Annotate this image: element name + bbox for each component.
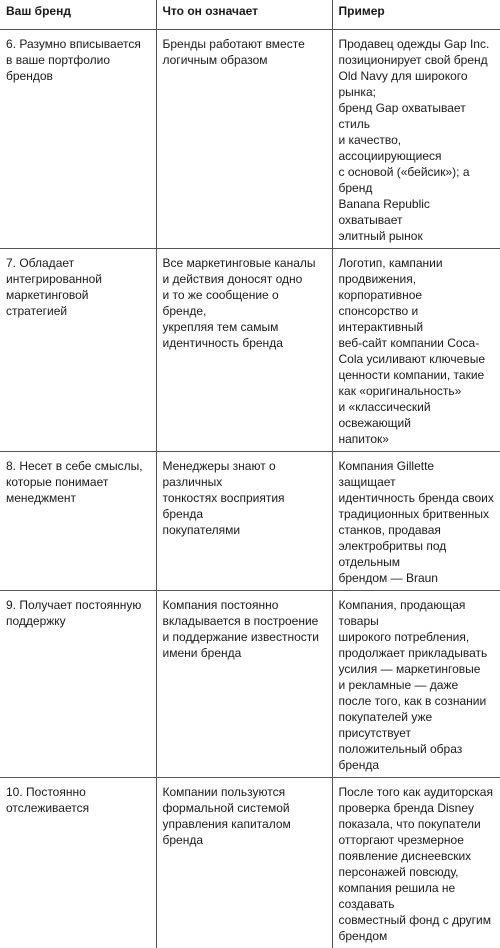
meaning-text: Компания постоянно вкладывается в построение и поддержание известности имени бренда xyxy=(163,597,326,661)
table-row xyxy=(0,778,500,948)
cell-meaning xyxy=(156,452,332,591)
cell-brand xyxy=(0,452,156,591)
cell-meaning xyxy=(156,249,332,452)
table-row xyxy=(0,249,500,452)
meaning-text: Менеджеры знают о различных тонкостях восприятия бренда покупателями xyxy=(163,458,326,538)
example-text: После того как аудиторская проверка бренда Disney показала, что покупатели отторгают чрезмерное появление диснеевских персонажей повсюду, компания решила не создавать совместный фонд с другим брендом xyxy=(339,784,495,944)
header-your-brand: Ваш бренд xyxy=(0,0,156,30)
cell-example xyxy=(332,591,500,778)
example-text: Компания, продающая товары широкого потребления, продолжает прикладывать усилия — маркетинговые и рекламные — даже после того, как в сознании покупателей уже присутствует положительный образ бренда xyxy=(339,597,495,773)
example-text: Логотип, кампании продвижения, корпоративное спонсорство и интерактивный веб-сайт компании Coca- Cola усиливают ключевые ценности компании, такие как «оригинальность» и «классический освежающий напиток» xyxy=(339,255,495,447)
meaning-text: Компании пользуются формальной системой управления капиталом бренда xyxy=(163,784,326,848)
table-row xyxy=(0,591,500,778)
header-example: Пример xyxy=(332,0,500,30)
cell-example xyxy=(332,452,500,591)
cell-brand xyxy=(0,249,156,452)
cell-example xyxy=(332,778,500,948)
brand-text: 10. Постоянно отслеживается xyxy=(6,784,150,816)
cell-meaning xyxy=(156,30,332,249)
table-row xyxy=(0,30,500,249)
example-text: Продавец одежды Gap Inc. позиционирует свой бренд Old Navy для широкого рынка; бренд Gap охватывает стиль и качество, ассоциирующиеся с основой («бейсик»); а бренд Banana Republic охватывает элитный рынок xyxy=(339,36,495,244)
cell-brand xyxy=(0,778,156,948)
header-row xyxy=(0,0,500,30)
meaning-text: Бренды работают вместе логичным образом xyxy=(163,36,326,68)
cell-brand xyxy=(0,30,156,249)
cell-example xyxy=(332,30,500,249)
brand-text: 9. Получает постоянную поддержку xyxy=(6,597,150,629)
cell-meaning xyxy=(156,778,332,948)
cell-example xyxy=(332,249,500,452)
cell-brand xyxy=(0,591,156,778)
brand-text: 7. Обладает интегрированной маркетинговой стратегией xyxy=(6,255,150,319)
table-header xyxy=(0,0,500,30)
table-row xyxy=(0,452,500,591)
example-text: Компания Gillette защищает идентичность бренда своих традиционных бритвенных станков, продавая электробритвы под отдельным брендом — Braun xyxy=(339,458,495,586)
brand-text: 8. Несет в себе смыслы, которые понимает менеджмент xyxy=(6,458,150,506)
table-body xyxy=(0,30,500,948)
meaning-text: Все маркетинговые каналы и действия доносят одно и то же сообщение о бренде, укрепляя тем самым идентичность бренда xyxy=(163,255,326,351)
cell-meaning xyxy=(156,591,332,778)
header-meaning: Что он означает xyxy=(156,0,332,30)
brand-text: 6. Разумно вписывается в ваше портфолио брендов xyxy=(6,36,150,84)
